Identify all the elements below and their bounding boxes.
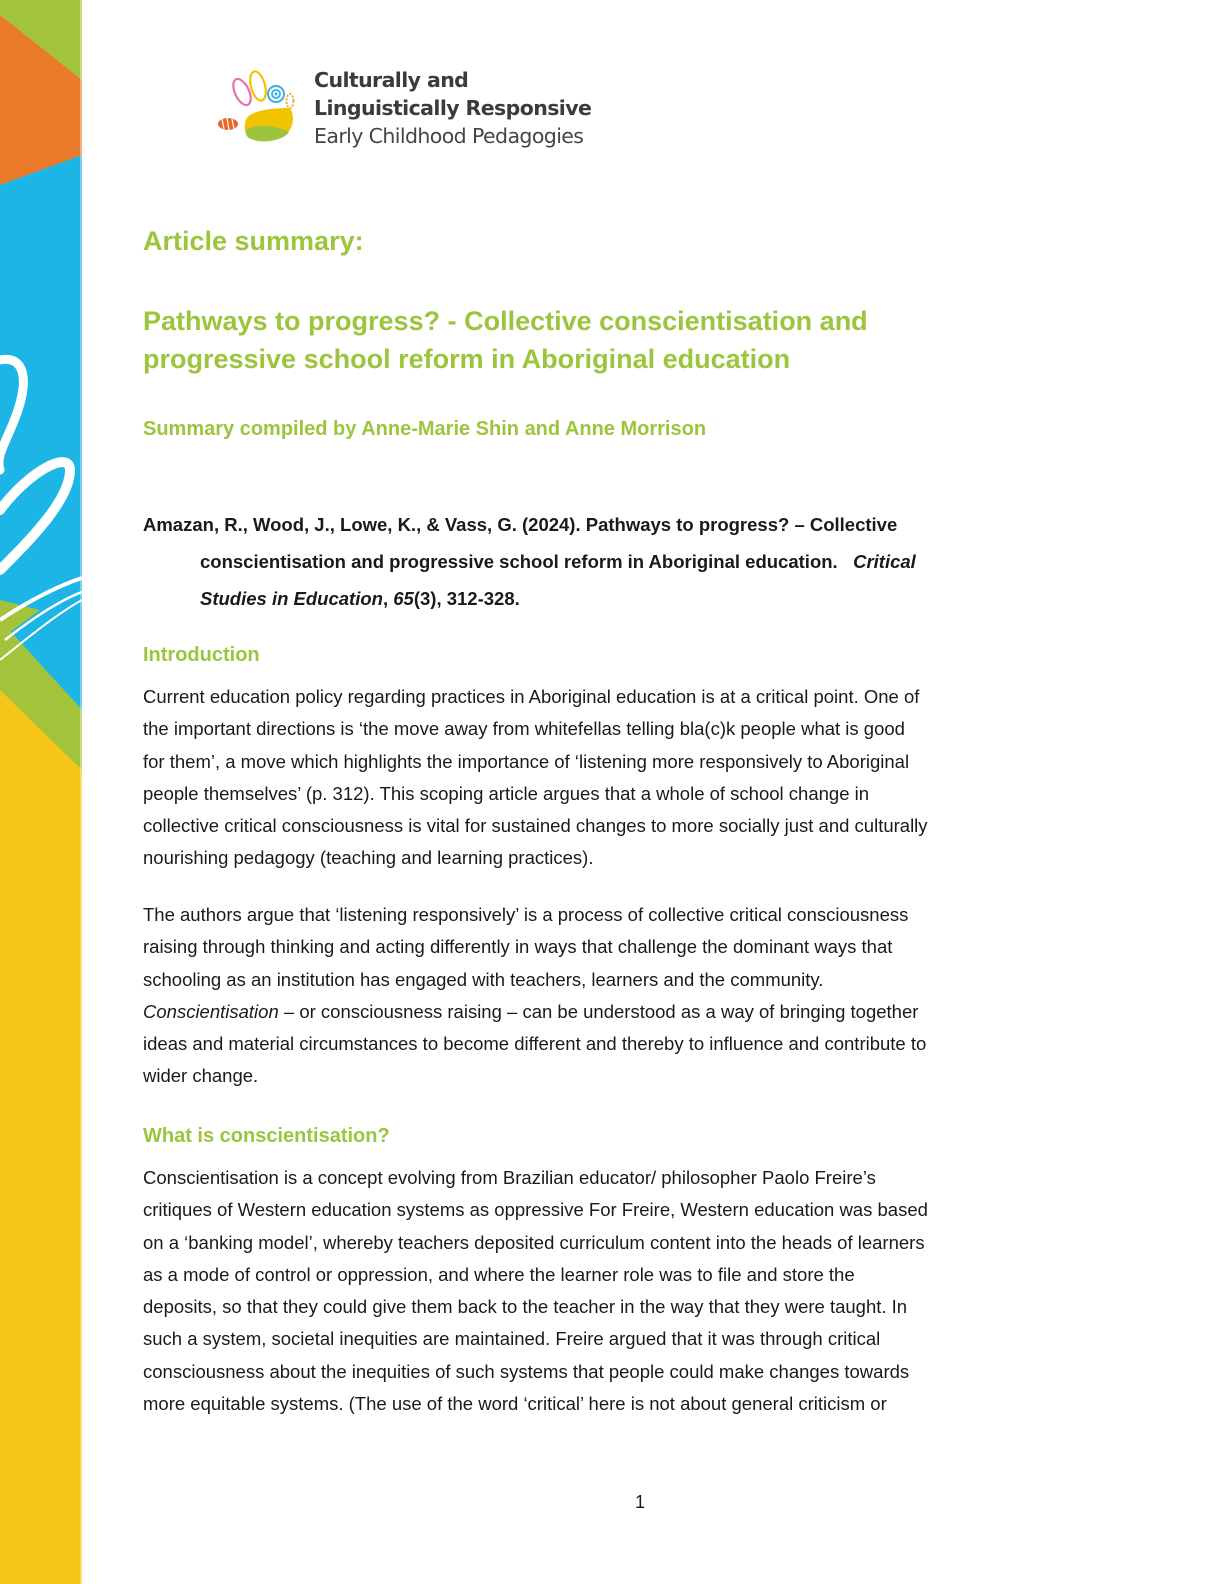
text-fragment: – or consciousness raising – can be understood as a way of bringing together	[278, 1000, 919, 1022]
introduction-heading: Introduction	[143, 644, 260, 666]
page-number: 1	[634, 1492, 645, 1512]
logo-line-2: Linguistically Responsive	[314, 96, 592, 120]
text-line: people themselves’ (p. 312). This scoping article argues that a whole of school change in	[143, 782, 870, 804]
citation-issue-pages: (3), 312-328.	[413, 588, 520, 609]
text-line: deposits, so that they could give them back to the teacher in the way that they were taught. In	[143, 1296, 908, 1318]
text-line: wider change.	[143, 1065, 259, 1087]
text-line: more equitable systems. (The use of the word ‘critical’ here is not about general criticism or	[143, 1393, 887, 1415]
conscientisation-heading: What is conscientisation?	[143, 1125, 390, 1147]
handprint-logo-icon	[214, 62, 309, 152]
text-line	[143, 996, 1073, 1028]
logo	[214, 62, 614, 152]
text-line: critiques of Western education systems as oppressive For Freire, Western education was based	[143, 1199, 928, 1221]
introduction-paragraph-2	[143, 899, 1073, 1093]
text-line: on a ‘banking model’, whereby teachers deposited curriculum content into the heads of learners	[143, 1231, 925, 1253]
conscientisation-paragraph	[143, 1162, 1073, 1420]
decorative-side-band	[0, 0, 82, 1584]
article-title-line-2: progressive school reform in Aboriginal education	[143, 344, 791, 374]
article-title	[143, 302, 1103, 378]
citation-journal-a: Critical	[853, 551, 916, 572]
citation-journal-b: Studies in Education	[200, 588, 383, 609]
logo-line-1: Culturally and	[314, 68, 469, 92]
side-band-graphic	[0, 0, 82, 1584]
text-line: consciousness about the inequities of such systems that people could make changes towards	[143, 1360, 910, 1382]
logo-text	[314, 66, 591, 150]
text-line: Conscientisation is a concept evolving from Brazilian educator/ philosopher Paolo Freire’s	[143, 1167, 876, 1188]
text-line: the important directions is ‘the move away from whitefellas telling bla(c)k people what is good	[143, 718, 905, 740]
compiled-by: Summary compiled by Anne-Marie Shin and Anne Morrison	[143, 418, 707, 440]
text-line: ideas and material circumstances to become different and thereby to influence and contribute to	[143, 1033, 927, 1055]
text-line: nourishing pedagogy (teaching and learning practices).	[143, 847, 594, 869]
citation-line-2-text: conscientisation and progressive school reform in Aboriginal education.	[200, 551, 838, 572]
logo-line-3: Early Childhood Pedagogies	[314, 124, 584, 148]
citation-line-1: Amazan, R., Wood, J., Lowe, K., & Vass, G. (2024). Pathways to progress? – Collective	[143, 514, 898, 535]
text-line: The authors argue that ‘listening responsively’ is a process of collective critical consciousness	[143, 904, 909, 925]
text-line: for them’, a move which highlights the importance of ‘listening more responsively to Aboriginal	[143, 750, 910, 772]
introduction-paragraph-1	[143, 681, 1073, 875]
article-summary-label: Article summary:	[143, 226, 364, 256]
text-line: such a system, societal inequities are maintained. Freire argued that it was through critical	[143, 1328, 881, 1350]
citation-line-2	[143, 543, 1063, 580]
citation-sep: ,	[382, 588, 394, 609]
text-line: raising through thinking and acting differently in ways that challenge the dominant ways that	[143, 936, 893, 958]
text-line: schooling as an institution has engaged with teachers, learners and the community.	[143, 968, 824, 990]
text-line: collective critical consciousness is vital for sustained changes to more socially just and culturally	[143, 815, 928, 837]
text-line: Current education policy regarding practices in Aboriginal education is at a critical point. One of	[143, 686, 920, 707]
article-title-line-1: Pathways to progress? - Collective conscientisation and	[143, 306, 868, 336]
citation-line-3	[143, 580, 1063, 617]
text-line: as a mode of control or oppression, and where the learner role was to file and store the	[143, 1263, 855, 1285]
citation	[143, 506, 1063, 617]
band-edge	[80, 0, 82, 1584]
citation-volume: 65	[393, 588, 414, 609]
conscientisation-term: Conscientisation	[143, 1000, 279, 1022]
